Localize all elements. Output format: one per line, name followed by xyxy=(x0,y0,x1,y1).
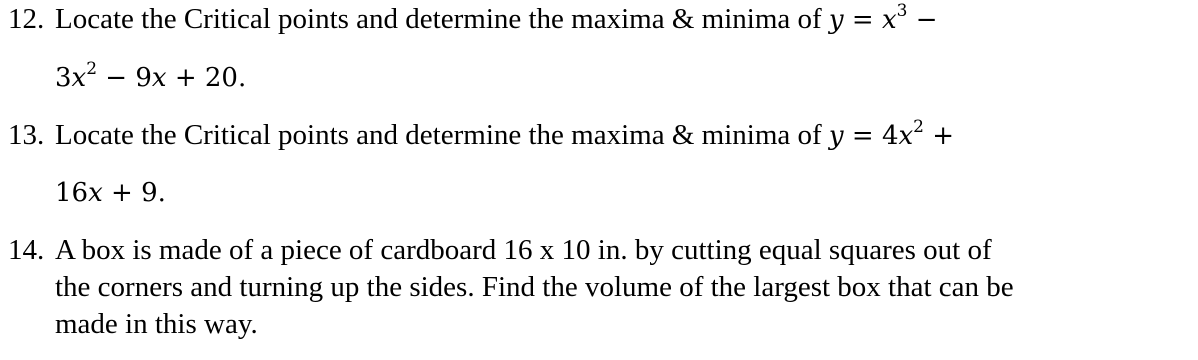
problem-12-equation-start: $y = x^3$ − xyxy=(828,1,938,35)
problem-13-equation-start: $y = 4x^2$ + xyxy=(828,117,955,151)
problem-13-text xyxy=(55,118,954,153)
problem-13-statement: Locate the Critical points and determine the maxima & minima of xyxy=(55,119,822,151)
problem-12-statement: Locate the Critical points and determine the maxima & minima of xyxy=(55,3,822,35)
problem-13-number: 13. xyxy=(8,119,45,151)
problem-14-text-line-1: A box is made of a piece of cardboard 16 x 10 in. by cutting equal squares out of xyxy=(55,234,992,266)
problem-14-text-line-3: made in this way. xyxy=(55,308,258,340)
problem-12-equation-end: $3x^2 - 9x + 20$. xyxy=(55,59,247,93)
problem-12-number: 12. xyxy=(8,3,45,35)
problem-12-text xyxy=(55,2,938,37)
problem-14-number: 14. xyxy=(8,234,45,266)
problem-13-equation-end: 16x + 9. xyxy=(55,178,166,208)
problem-14-text-line-2: the corners and turning up the sides. Find the volume of the largest box that can be xyxy=(55,271,1014,303)
